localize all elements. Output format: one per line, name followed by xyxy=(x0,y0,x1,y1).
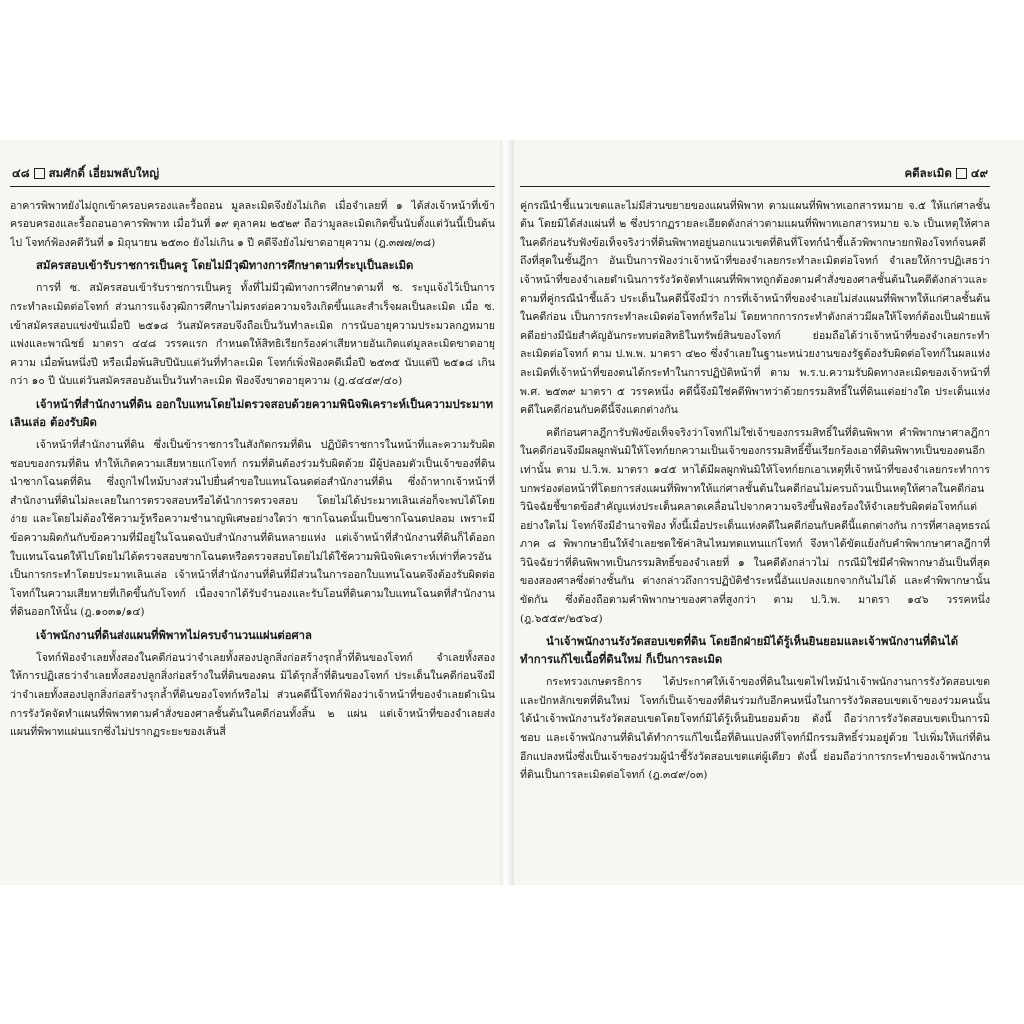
left-page-header xyxy=(10,160,495,187)
section-heading: สมัครสอบเข้ารับราชการเป็นครู โดยไม่มีวุฒิทางการศึกษาตามที่ระบุเป็นละเมิด xyxy=(36,258,414,273)
paragraph: เจ้าหน้าที่สำนักงานที่ดิน ซึ่งเป็นข้าราชการในสังกัดกรมที่ดิน ปฏิบัติราชการในหน้าที่และความรับผิดชอบของกรมที่ดิน ทำให้เกิดความเสียหายแก่โจทก์ กรมที่ดินต้องร่วมรับผิดด้วย มีผู้ปลอมตัวเป็นเจ้าของที่ดินนำซากโฉนดที่ดิน ซึ่งถูกไฟไหม้บางส่วนไปยื่นคำขอใบแทนโฉนดต่อสำนักงานที่ดิน ซึ่งถ้าหากเจ้าหน้าที่สำนักงานที่ดินไม่ละเลยในการตรวจสอบหรือได้นำการตรวจสอบ โดยไม่ได้ประมาทเลินเล่อก็จะพบได้โดยง่าย และโดยไม่ต้องใช้ความรู้หรือความชำนาญพิเศษอย่างใดว่า ซากโฉนดนั้นเป็นซากโฉนดปลอม เพราะมีข้อความผิดกันกับข้อความที่มีอยู่ในโฉนดฉบับสำนักงานที่ดินหลายแห่ง แต่เจ้าหน้าที่สำนักงานที่ดินก็ได้ออกใบแทนโฉนดให้ไปโดยไม่ได้ตรวจสอบซากโฉนดหรือตรวจสอบโดยไม่ได้ใช้ความพินิจพิเคราะห์เท่าที่ควรอันเป็นการกระทำโดยประมาทเลินเล่อ เจ้าหน้าที่สำนักงานที่ดินที่มีส่วนในการออกใบแทนโฉนดจึงต้องรับผิดต่อโจทก์ในความเสียหายที่เกิดขึ้นกับโจทก์ เนื่องจากได้รับจำนองและรับโอนที่ดินตามใบแทนโฉนดที่สำนักงานที่ดินออกให้นั้น (ฎ.๑๐๓๑/๑๔) xyxy=(10,438,495,619)
header-square-icon xyxy=(34,168,45,179)
left-running-title: สมศักดิ์ เอี่ยมพลับใหญ่ xyxy=(48,166,159,180)
right-page-header xyxy=(520,160,990,187)
right-page xyxy=(520,160,990,870)
right-page-number: ๔๙ xyxy=(970,166,988,180)
paragraph: โจทก์ฟ้องจำเลยทั้งสองในคดีก่อนว่าจำเลยทั้งสองปลูกสิ่งก่อสร้างรุกล้ำที่ดินของโจทก์ จำเลยทั้งสองให้การปฏิเสธว่าจำเลยทั้งสองปลูกสิ่งก่อสร้างในที่ดินของตน มิได้รุกล้ำที่ดินของโจทก์ ประเด็นในคดีก่อนจึงมีว่าจำเลยทั้งสองปลูกสิ่งก่อสร้างรุกล้ำที่ดินของโจทก์หรือไม่ ส่วนคดีนี้โจทก์ฟ้องว่าเจ้าหน้าที่ของจำเลยดำเนินการรังวัดจัดทำแผนที่พิพาทตามคำสั่งของศาลชั้นต้นในคดีก่อนทั้งสิ้น ๒ แผ่น แต่เจ้าหน้าที่ของจำเลยส่งแผนที่พิพาทแผ่นแรกซึ่งไม่ปรากฏระยะของเส้นสี่ xyxy=(10,651,495,739)
right-header-group xyxy=(904,164,988,183)
paragraph: คู่กรณีนำชี้แนวเขตและไม่มีส่วนขยายของแผนที่พิพาท ตามแผนที่พิพาทเอกสารหมาย จ.๕ ให้แก่ศาลชั้นต้น โดยมิได้ส่งแผ่นที่ ๒ ซึ่งปรากฏรายละเอียดดังกล่าวตามแผนที่พิพาทเอกสารหมาย จ.๖ เป็นเหตุให้ศาลในคดีก่อนรับฟังข้อเท็จจริงว่าที่ดินพิพาทอยู่นอกแนวเขตที่ดินที่โจทก์นำชี้แล้วพิพากษายกฟ้องโจทก์จนคดีถึงที่สุดในชั้นฎีกา อันเป็นการฟ้องว่าเจ้าหน้าที่ของจำเลยกระทำละเมิดต่อโจทก์ จำเลยให้การปฏิเสธว่า เจ้าหน้าที่ของจำเลยดำเนินการรังวัดจัดทำแผนที่พิพาทถูกต้องตามคำสั่งของศาลชั้นต้นในคดีดังกล่าวและตามที่คู่กรณีนำชี้แล้ว ประเด็นในคดีนี้จึงมีว่า การที่เจ้าหน้าที่ของจำเลยไม่ส่งแผนที่พิพาทให้แก่ศาลชั้นต้นในคดีก่อน เป็นการกระทำละเมิดต่อโจทก์หรือไม่ โดยหากการกระทำดังกล่าวมีผลให้โจทก์ต้องเป็นฝ่ายแพ้คดีอย่างมีนัยสำคัญอันกระทบต่อสิทธิในทรัพย์สินของโจทก์ ย่อมถือได้ว่าเจ้าหน้าที่ของจำเลยกระทำละเมิดต่อโจทก์ ตาม ป.พ.พ. มาตรา ๔๒๐ ซึ่งจำเลยในฐานะหน่วยงานของรัฐต้องรับผิดต่อโจทก์ในผลแห่งละเมิดที่เจ้าหน้าที่ของตนได้กระทำในการปฏิบัติหน้าที่ ตาม พ.ร.บ.ความรับผิดทางละเมิดของเจ้าหน้าที่ พ.ศ. ๒๕๓๙ มาตรา ๕ วรรคหนึ่ง คดีนี้จึงมิใช่คดีพิพาทว่าด้วยกรรมสิทธิ์ในที่ดินแต่อย่างใด ประเด็นแห่งคดีในคดีก่อนกับคดีนี้จึงแตกต่างกัน xyxy=(520,199,990,417)
paragraph: คดีก่อนศาลฎีการับฟังข้อเท็จจริงว่าโจทก์ไม่ใช่เจ้าของกรรมสิทธิ์ในที่ดินพิพาท คำพิพากษาศาลฎีกาในคดีก่อนจึงมีผลผูกพันมิให้โจทก์ยกความเป็นเจ้าของกรรมสิทธิ์ขึ้นเรียกร้องเอาที่ดินพิพาทเป็นของตนอีกเท่านั้น ตาม ป.วิ.พ. มาตรา ๑๔๕ หาได้มีผลผูกพันมิให้โจทก์ยกเอาเหตุที่เจ้าหน้าที่ของจำเลยกระทำการบกพร่องต่อหน้าที่โดยการส่งแผนที่พิพาทให้แก่ศาลชั้นต้นในคดีก่อนไม่ครบถ้วนเป็นเหตุให้ศาลในคดีก่อนวินิจฉัยชี้ขาดข้อสำคัญแห่งประเด็นคลาดเคลื่อนไปจากความจริงขึ้นฟ้องร้องให้จำเลยรับผิดต่อโจทก์แต่อย่างใดไม่ โจทก์จึงมีอำนาจฟ้อง ทั้งนี้เมื่อประเด็นแห่งคดีในคดีก่อนกับคดีนี้แตกต่างกัน การที่ศาลอุทธรณ์ภาค ๘ พิพากษายืนให้จำเลยชดใช้ค่าสินไหมทดแทนแก่โจทก์ จึงหาได้ขัดแย้งกับคำพิพากษาศาลฎีกาที่วินิจฉัยว่าที่ดินพิพาทเป็นกรรมสิทธิ์ของจำเลยที่ ๑ ในคดีดังกล่าวไม่ กรณีมิใช่มีคำพิพากษาอันเป็นที่สุดของสองศาลซึ่งต่างชั้นกัน ต่างกล่าวถึงการปฏิบัติชำระหนี้อันแปลงแยกจากกันไม่ได้ และคำพิพากษานั้นขัดกัน ซึ่งต้องถือตามคำพิพากษาของศาลที่สูงกว่า ตาม ป.วิ.พ. มาตรา ๑๔๖ วรรคหนึ่ง (ฎ.๖๕๕๙/๒๕๖๔) xyxy=(520,426,990,625)
left-page-number: ๔๘ xyxy=(12,166,30,180)
left-header-group xyxy=(12,164,159,183)
header-square-icon xyxy=(956,168,967,179)
section-heading: เจ้าหน้าที่สำนักงานที่ดิน ออกใบแทนโดยไม่ตรวจสอบด้วยความพินิจพิเคราะห์เป็นความประมาทเลินเล่อ ต้องรับผิด xyxy=(10,396,494,429)
paragraph: กระทรวงเกษตรธิการ ได้ประกาศให้เจ้าของที่ดินในเขตไฟไหม้นำเจ้าพนักงานการรังวัดสอบเขตและปักหลักเขตที่ดินใหม่ โจทก์เป็นเจ้าของที่ดินร่วมกับอีกคนหนึ่งในการรังวัดสอบเขตเจ้าของร่วมคนนั้นได้นำเจ้าพนักงานรังวัดสอบเขตโดยโจทก์มิได้รู้เห็นยินยอมด้วย ดังนี้ ถือว่าการรังวัดสอบเขตเป็นการมิชอบ และเจ้าพนักงานที่ดินได้ทำการแก้ไขเนื้อที่ดินแปลงที่โจทก์มีกรรมสิทธิ์ร่วมอยู่ด้วย ไปเพิ่มให้แก่ที่ดินอีกแปลงหนึ่งซึ่งเป็นเจ้าของร่วมผู้นำชี้รังวัดสอบเขตแต่ผู้เดียว ดังนี้ ย่อมถือว่าการกระทำของเจ้าพนักงานที่ดินเป็นการละเมิดต่อโจทก์ (ฎ.๓๔๙/๐๓) xyxy=(520,676,990,782)
right-page-body xyxy=(520,197,990,785)
paragraph: อาคารพิพาทยังไม่ถูกเข้าครอบครองและรื้อถอน มูลละเมิดจึงยังไม่เกิด เมื่อจำเลยที่ ๑ ได้ส่งเจ้าหน้าที่เข้าครอบครองและรื้อถอนอาคารพิพาท เมื่อวันที่ ๑๙ ตุลาคม ๒๕๒๙ ถือว่ามูลละเมิดเกิดขึ้นนับตั้งแต่วันนี้เป็นต้นไป โจทก์ฟ้องคดีวันที่ ๑ มิถุนายน ๒๕๓๐ ยังไม่เกิน ๑ ปี คดีจึงยังไม่ขาดอายุความ (ฎ.๓๗๗/๓๘) xyxy=(10,199,495,249)
book-gutter xyxy=(500,140,514,885)
left-page xyxy=(10,160,495,870)
section-heading: เจ้าพนักงานที่ดินส่งแผนที่พิพาทไม่ครบจำนวนแผ่นต่อศาล xyxy=(36,627,312,642)
right-running-title: คดีละเมิด xyxy=(904,166,952,180)
paragraph: การที่ ซ. สมัครสอบเข้ารับราชการเป็นครู ทั้งที่ไม่มีวุฒิทางการศึกษาตามที่ ซ. ระบุแจ้งไว้เป็นการกระทำละเมิดต่อโจทก์ ส่วนการแจ้งวุฒิการศึกษาไม่ตรงต่อความจริงเกิดขึ้นและสำเร็จผลเป็นละเมิด เมื่อ ซ. เข้าสมัครสอบแข่งขันเมื่อปี ๒๕๑๘ วันสมัครสอบจึงถือเป็นวันทำละเมิด การนับอายุความประมวลกฎหมายแพ่งและพาณิชย์ มาตรา ๔๔๘ วรรคแรก กำหนดให้สิทธิเรียกร้องค่าเสียหายอันเกิดแต่มูลละเมิดขาดอายุความ เมื่อพ้นหนึ่งปี หรือเมื่อพ้นสิบปีนับแต่วันที่ทำละเมิด โจทก์เพิ่งฟ้องคดีเมื่อปี ๒๕๓๕ นับแต่ปี ๒๕๑๘ เกินกว่า ๑๐ ปี นับแต่วันสมัครสอบอันเป็นวันทำละเมิด ฟ้องจึงขาดอายุความ (ฎ.๔๔๔๙/๔๐) xyxy=(10,282,495,388)
section-heading: นำเจ้าพนักงานรังวัดสอบเขตที่ดิน โดยอีกฝ่ายมิได้รู้เห็นยินยอมและเจ้าพนักงานที่ดินได้ทำการแก้ไขเนื้อที่ดินใหม่ ก็เป็นการละเมิด xyxy=(520,634,959,667)
left-page-body xyxy=(10,197,495,742)
